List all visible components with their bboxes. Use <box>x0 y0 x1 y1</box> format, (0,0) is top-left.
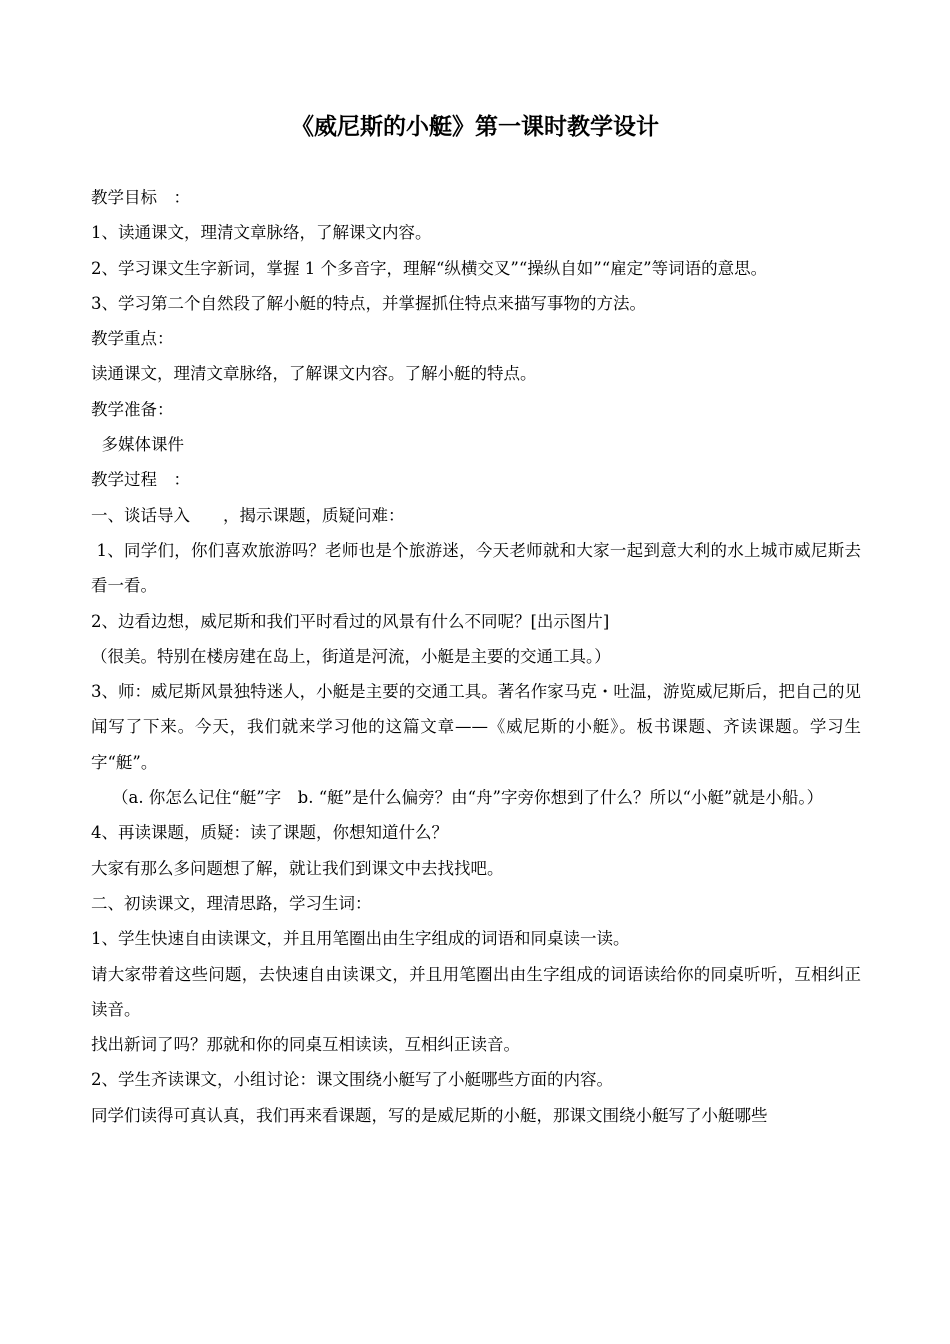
paragraph-objective-3: 3、学习第二个自然段了解小艇的特点，并掌握抓住特点来描写事物的方法。 <box>91 293 646 313</box>
paragraph-process-heading: 教学过程 ： <box>91 470 190 490</box>
paragraph-preparation-heading: 教学准备： <box>91 399 174 419</box>
paragraph-reading-step-1: 1、学生快速自由读课文，并且用笔圈出由生字组成的词语和同桌读一读。 <box>91 929 630 949</box>
paragraph-section-1-heading: 一、谈话导入 ，揭示课题，质疑问难： <box>91 505 405 525</box>
paragraph-step-4-transition: 大家有那么多问题想了解，就让我们到课文中去找找吧。 <box>91 858 504 878</box>
paragraph-reading-discussion: 同学们读得可真认真，我们再来看课题，写的是威尼斯的小艇，那课文围绕小艇写了小艇哪些 <box>91 1105 768 1125</box>
paragraph-reading-instruction: 请大家带着这些问题，去快速自由读课文，并且用笔圈出由生字组成的词语读给你的同桌听听，互相纠正读音。 <box>91 964 861 1019</box>
paragraph-step-1: 1、同学们，你们喜欢旅游吗？老师也是个旅游迷，今天老师就和大家一起到意大利的水上城市威尼斯去看一看。 <box>91 540 862 596</box>
paragraph-key-points: 读通课文，理清文章脉络，了解课文内容。了解小艇的特点。 <box>91 364 537 384</box>
paragraph-reading-step-2: 2、学生齐读课文，小组讨论：课文围绕小艇写了小艇哪些方面的内容。 <box>91 1070 613 1090</box>
paragraph-section-2-heading: 二、初读课文，理清思路，学习生词： <box>91 893 372 913</box>
paragraph-reading-check: 找出新词了吗？那就和你的同桌互相读读，互相纠正读音。 <box>91 1035 520 1055</box>
paragraph-step-3: 3、师：威尼斯风景独特迷人，小艇是主要的交通工具。著名作家马克・吐温，游览威尼斯后，把自己的见闻写了下来。今天，我们就来学习他的这篇文章——《威尼斯的小艇》。板书课题、齐读课题。学习生字“艇”。 <box>91 682 861 772</box>
paragraph-preparation: 多媒体课件 <box>91 435 184 455</box>
document-title: 《威尼斯的小艇》第一课时教学设计 <box>291 114 659 140</box>
paragraph-step-4: 4、再读课题，质疑：读了课题，你想知道什么？ <box>91 823 448 843</box>
document-body <box>91 180 861 1133</box>
paragraph-objectives-heading: 教学目标 ： <box>91 188 190 207</box>
paragraph-step-3-note: （a. 你怎么记住“艇”字 b. “艇”是什么偏旁？由“舟”字旁你想到了什么？所以“小艇”就是小船。） <box>91 788 824 808</box>
paragraph-step-2: 2、边看边想，威尼斯和我们平时看过的风景有什么不同呢？[出示图片] <box>91 611 610 631</box>
paragraph-objective-1: 1、读通课文，理清文章脉络，了解课文内容。 <box>91 223 432 243</box>
paragraph-key-points-heading: 教学重点： <box>91 329 174 349</box>
paragraph-step-2-answer: （很美。特别在楼房建在岛上，街道是河流，小艇是主要的交通工具。） <box>91 646 611 666</box>
paragraph-objective-2: 2、学习课文生字新词，掌握 1 个多音字，理解“纵横交叉”“操纵自如”“雇定”等词语的意思。 <box>91 258 768 278</box>
